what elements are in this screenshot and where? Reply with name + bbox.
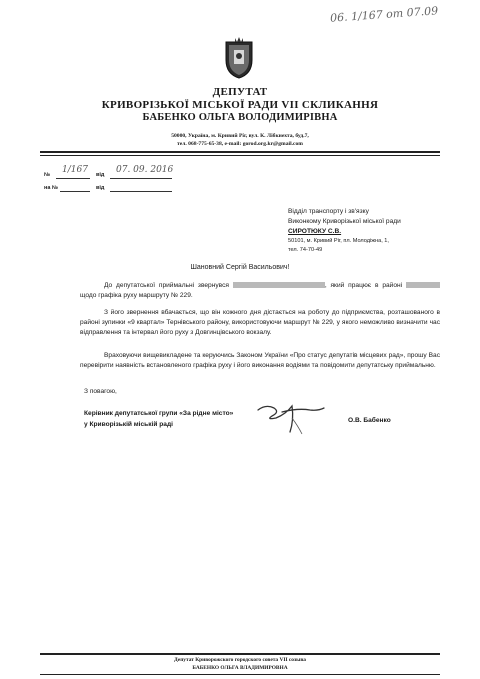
registration-stamp: 06. 1/167 от 07.09	[329, 4, 439, 25]
letter-closing: З повагою,	[84, 388, 117, 395]
header-contacts: тел. 068-775-65-38, e-mail: gorod.org.kr@gmail.com	[177, 141, 303, 147]
letter-paragraph-1	[80, 281, 440, 301]
letter-paragraph-2: З його звернення вбачається, що він кожного дня дістається на роботу до підприємства, розташованого в районі зупинки «9 квартал» Тернівського району, використовуючи маршрут № 229, у якого неможливо визначити час відправлення та інтервал його руху з Довгинцівського вокзалу.	[80, 309, 440, 336]
footer-divider-thin	[40, 674, 440, 675]
header-divider-thick	[40, 151, 440, 153]
paragraph-1-part-a: До депутатської приймальні звернувся	[104, 282, 229, 289]
recipient-name: СИРОТЮКУ С.В.	[288, 228, 342, 235]
recipient-organization: Виконкому Криворізької міської ради	[288, 218, 401, 225]
header-divider-thin	[40, 155, 440, 156]
signatory-role-line-1: Керівник депутатської групи «За рідне місто»	[84, 410, 234, 417]
coat-of-arms-emblem	[222, 36, 256, 80]
header-title: ДЕПУТАТ	[212, 86, 268, 98]
paragraph-1-part-b: , який працює в районі	[324, 282, 403, 289]
recipient-address: 50101, м. Кривий Ріг, пл. Молодіжна, 1,	[288, 238, 389, 244]
paragraph-1-part-c: щодо графіка руху маршруту № 229.	[80, 292, 193, 299]
incoming-number-label: на №	[44, 185, 59, 191]
header-address: 50000, Україна, м. Кривий Ріг, вул. К. Лібкнехта, буд.7,	[171, 133, 309, 139]
incoming-date-label: від	[96, 185, 105, 191]
reference-date-label: від	[96, 172, 105, 178]
signatory-name: О.В. Бабенко	[348, 417, 391, 424]
header-council: КРИВОРІЗЬКОЇ МІСЬКОЇ РАДИ VII СКЛИКАННЯ	[101, 99, 379, 111]
footer-divider-thick	[40, 653, 440, 655]
letter-paragraph-3: Враховуючи вищевикладене та керуючись Законом України «Про статус депутатів місцевих рад», прошу Вас перевірити наявність встановленого графіка руху і його виконання водіями та повідомити депутатську приймальню.	[80, 352, 440, 369]
recipient-department: Відділ транспорту і зв'язку	[288, 208, 369, 215]
letter-salutation: Шановний Сергій Васильович!	[190, 264, 290, 271]
signatory-role-line-2: у Криворізькій міській раді	[84, 421, 173, 428]
reference-number-label: №	[44, 172, 51, 178]
recipient-phone: тел. 74-70-49	[288, 247, 323, 253]
handwritten-signature	[252, 398, 330, 438]
incoming-number-line	[60, 181, 90, 192]
recipient-block	[288, 207, 448, 255]
reference-number-value: 1/167	[62, 165, 88, 175]
incoming-date-line	[110, 181, 172, 192]
footer-line-1: Депутат Криворожского городского совета VII созыва	[174, 657, 306, 663]
redacted-name	[233, 282, 325, 288]
header-name: БАБЕНКО ОЛЬГА ВОЛОДИМИРІВНА	[142, 112, 338, 123]
footer-line-2: БАБЕНКО ОЛЬГА ВЛАДИМИРОВНА	[192, 665, 288, 671]
redacted-location	[406, 282, 440, 288]
reference-date-value: 07. 09. 2016	[116, 165, 174, 175]
